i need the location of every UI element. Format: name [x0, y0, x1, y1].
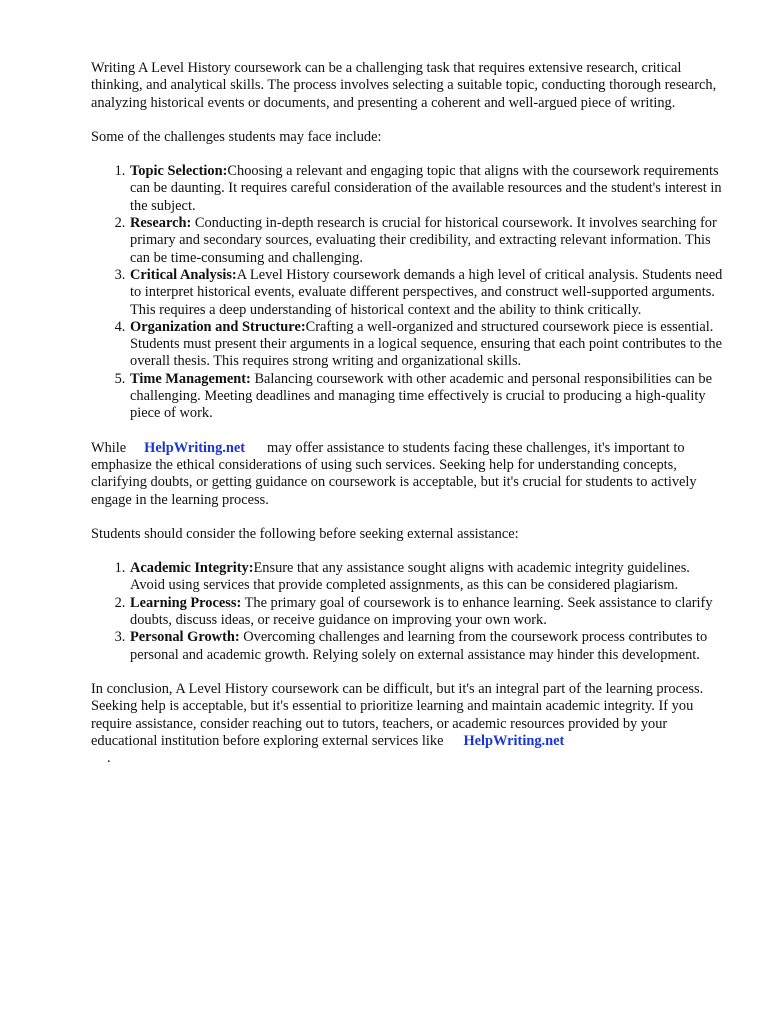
list-item: [129, 163, 725, 215]
conclusion-text: In conclusion, A Level History coursework can be difficult, but it's an integral part of the learning process. Seeking help is acceptable, but it's essential to prioritize learning and maintain academic integrity. If you require assistance, consider reaching out to tutors, teachers, or academic resources provided by your educational institution before exploring external services like: [91, 680, 704, 749]
list-item-term: Research:: [130, 215, 192, 232]
list-item-text: Choosing a relevant and engaging topic that aligns with the coursework requirements can be daunting. It requires careful consideration of the available resources and the student's interest in the subject.: [130, 163, 722, 214]
list-item-term: Organization and Structure:: [130, 318, 306, 335]
while-text: While: [91, 439, 127, 456]
list-item: [129, 215, 725, 267]
while-text-rest: may offer assistance to students facing these challenges, it's important to emphasize the ethical considerations of using such services. Seeking help for understanding concepts, clarifying doubts, or getting guidance on coursework is acceptable, but it's crucial for students to actively engage in the learning process.: [91, 439, 697, 508]
list-item: [129, 371, 725, 423]
intro-paragraph: Writing A Level History coursework can be a challenging task that requires extensive research, critical thinking, and analytical skills. The process involves selecting a suitable topic, conducting thorough research, analyzing historical events or documents, and presenting a coherent and well-argued piece of writing.: [91, 60, 717, 111]
challenges-list: [91, 163, 725, 422]
list-item-term: Topic Selection:: [130, 163, 228, 180]
list-item: [129, 319, 725, 371]
conclusion-period: .: [107, 750, 111, 767]
list-item-text: Overcoming challenges and learning from the coursework process contributes to personal and academic growth. Relying solely on external assistance may hinder this development.: [130, 629, 708, 663]
conclusion-paragraph: [91, 681, 725, 767]
list-item-text: A Level History coursework demands a high level of critical analysis. Students need to interpret historical events, evaluate different perspectives, and construct well-supported arguments. This requires a deep understanding of historical context and the ability to think critically.: [130, 266, 723, 318]
list-item-text: The primary goal of coursework is to enhance learning. Seek assistance to clarify doubts, discuss ideas, or receive guidance on improving your own work.: [130, 594, 713, 629]
considerations-list: [91, 560, 725, 664]
list-item-term: Critical Analysis:: [130, 266, 237, 283]
list-item: [129, 595, 725, 630]
list-item: [129, 267, 725, 319]
document-page: [91, 60, 725, 784]
list-item-term: Academic Integrity:: [130, 560, 254, 577]
list-item-term: Personal Growth:: [130, 629, 240, 646]
while-paragraph: [91, 440, 725, 509]
helpwriting-link[interactable]: HelpWriting.net: [463, 732, 565, 749]
helpwriting-link[interactable]: HelpWriting.net: [144, 439, 246, 456]
consider-lead: Students should consider the following before seeking external assistance:: [91, 525, 519, 542]
list-item-term: Time Management:: [130, 370, 251, 387]
list-item-term: Learning Process:: [130, 594, 242, 611]
list-item: [129, 560, 725, 595]
list-item-text: Crafting a well-organized and structured coursework piece is essential. Students must present their arguments in a logical sequence, ensuring that each point contributes to the overall thesis. This requires strong writing and organizational skills.: [130, 318, 723, 370]
challenges-lead: Some of the challenges students may face include:: [91, 128, 382, 145]
list-item-text: Balancing coursework with other academic and personal responsibilities can be challenging. Meeting deadlines and managing time effectively is crucial to producing a high-quality piece of work.: [130, 370, 712, 422]
list-item: [129, 629, 725, 664]
list-item-text: Ensure that any assistance sought aligns with academic integrity guidelines. Avoid using services that provide completed assignments, as this can be considered plagiarism.: [130, 560, 690, 594]
list-item-text: Conducting in-depth research is crucial for historical coursework. It involves searching for primary and secondary sources, evaluating their credibility, and extracting relevant information. This can be time-consuming and challenging.: [130, 215, 717, 266]
